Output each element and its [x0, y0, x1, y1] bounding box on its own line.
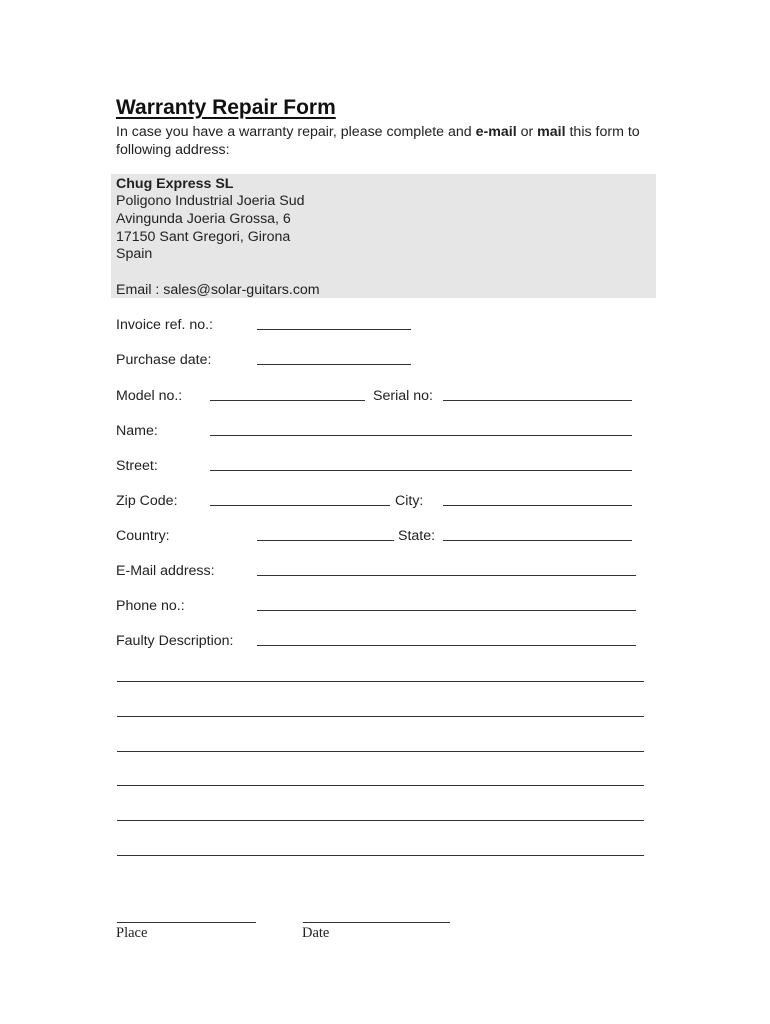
intro-email-word: e-mail — [475, 124, 517, 140]
faulty-description-field[interactable] — [257, 645, 636, 646]
street-label: Street: — [116, 458, 158, 474]
email-label: E-Mail address: — [116, 563, 215, 579]
faulty-description-label: Faulty Description: — [116, 633, 234, 649]
date-label: Date — [302, 925, 330, 941]
country-field[interactable] — [257, 540, 394, 541]
zip-field[interactable] — [210, 505, 390, 506]
description-line[interactable] — [117, 716, 644, 717]
city-field[interactable] — [443, 505, 632, 506]
serial-label: Serial no: — [373, 388, 433, 404]
date-signature-line[interactable] — [303, 922, 450, 923]
description-line[interactable] — [117, 751, 644, 752]
email-field[interactable] — [257, 575, 636, 576]
zip-label: Zip Code: — [116, 493, 178, 509]
phone-field[interactable] — [257, 610, 636, 611]
place-signature-line[interactable] — [117, 922, 256, 923]
city-label: City: — [395, 493, 424, 509]
address-line-4: Spain — [116, 246, 153, 262]
name-label: Name: — [116, 423, 158, 439]
invoice-field[interactable] — [257, 329, 411, 330]
intro-text-3: this form to following address: — [116, 124, 640, 158]
address-company: Chug Express SL — [116, 176, 234, 192]
phone-label: Phone no.: — [116, 598, 185, 614]
intro-mail-word: mail — [537, 124, 566, 140]
state-label: State: — [398, 528, 436, 544]
place-label: Place — [116, 925, 148, 941]
state-field[interactable] — [443, 540, 632, 541]
intro-text-2: or — [516, 124, 538, 140]
model-label: Model no.: — [116, 388, 183, 404]
country-label: Country: — [116, 528, 170, 544]
serial-field[interactable] — [443, 400, 632, 401]
description-line[interactable] — [117, 820, 644, 821]
description-line[interactable] — [117, 855, 644, 856]
description-line[interactable] — [117, 681, 644, 682]
invoice-label: Invoice ref. no.: — [116, 317, 213, 333]
intro-text-1: In case you have a warranty repair, please complete and — [116, 124, 476, 140]
address-email: Email : sales@solar-guitars.com — [116, 282, 320, 298]
form-intro — [116, 123, 656, 159]
address-line-3: 17150 Sant Gregori, Girona — [116, 229, 291, 245]
street-field[interactable] — [210, 470, 632, 471]
purchase-date-label: Purchase date: — [116, 352, 212, 368]
description-line[interactable] — [117, 785, 644, 786]
model-field[interactable] — [210, 400, 365, 401]
address-line-1: Poligono Industrial Joeria Sud — [116, 193, 305, 209]
form-title: Warranty Repair Form — [116, 96, 336, 119]
name-field[interactable] — [210, 435, 632, 436]
address-line-2: Avingunda Joeria Grossa, 6 — [116, 211, 291, 227]
purchase-date-field[interactable] — [257, 364, 411, 365]
